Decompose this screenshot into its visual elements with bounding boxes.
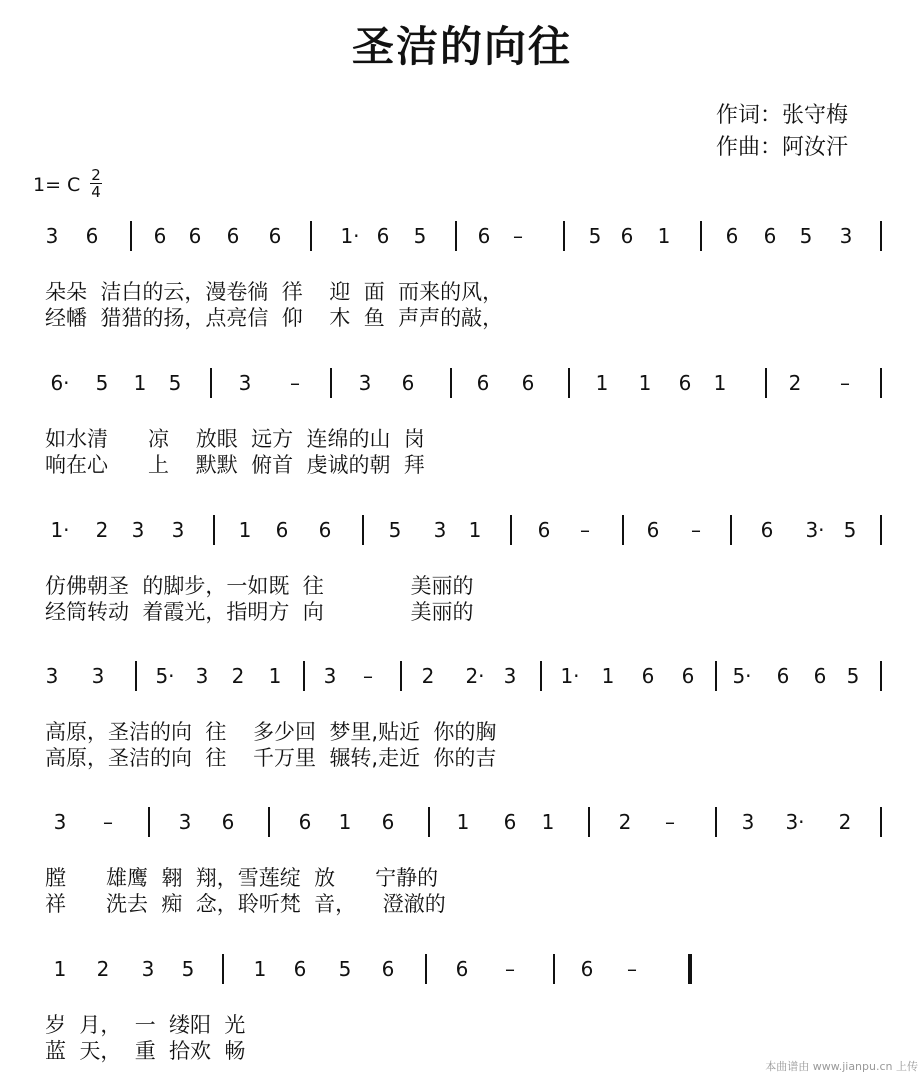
note: 1: [595, 371, 609, 395]
song-title: 圣洁的向往: [351, 22, 572, 71]
lyric-line-1: 朵朵 洁白的云，漫卷徜 徉 迎 面 而来的风，: [45, 280, 504, 304]
barline: [455, 221, 457, 251]
note: 3: [433, 518, 447, 542]
note: 5: [181, 957, 195, 981]
note: 6: [620, 224, 634, 248]
lyric-line-2: 经幡 猎猎的扬，点亮信 仰 木 鱼 声声的敲，: [45, 306, 504, 330]
barline: [450, 368, 452, 398]
note: 1: [638, 371, 652, 395]
note: 3: [503, 664, 517, 688]
note: 1: [468, 518, 482, 542]
barline: [765, 368, 767, 398]
barline: [135, 661, 137, 691]
note: 1: [253, 957, 267, 981]
barline: [880, 661, 882, 691]
note: 2: [618, 810, 632, 834]
note: 6: [580, 957, 594, 981]
note: 6: [455, 957, 469, 981]
note: 6: [776, 664, 790, 688]
barline: [148, 807, 150, 837]
note: 5: [168, 371, 182, 395]
lyric-line-1: 高原，圣洁的向 往 多少回 梦里,贴近 你的胸: [45, 720, 497, 744]
key-signature: 1= C: [33, 174, 81, 196]
note: –: [840, 371, 850, 395]
note: 2: [231, 664, 245, 688]
barline: [880, 221, 882, 251]
note: 3: [53, 810, 67, 834]
note: 2: [96, 957, 110, 981]
note: 3: [141, 957, 155, 981]
note: 2: [95, 518, 109, 542]
barline: [880, 807, 882, 837]
lyric-line-2: 高原，圣洁的向 往 千万里 辗转,走近 你的吉: [45, 746, 497, 770]
lyric-line-1: 岁 月， 一 缕阳 光: [45, 1013, 246, 1037]
note: 6: [221, 810, 235, 834]
note: 6: [681, 664, 695, 688]
note: 6: [537, 518, 551, 542]
barline: [880, 515, 882, 545]
note: 3: [45, 224, 59, 248]
note: 6: [401, 371, 415, 395]
note: 6: [477, 224, 491, 248]
note: –: [513, 224, 523, 248]
barline: [540, 661, 542, 691]
note: –: [665, 810, 675, 834]
note: 3: [178, 810, 192, 834]
note: 6: [226, 224, 240, 248]
note: 6: [381, 957, 395, 981]
note: 2: [788, 371, 802, 395]
time-numerator: 2: [91, 166, 101, 184]
note: 1·: [560, 664, 580, 688]
barline: [568, 368, 570, 398]
time-denominator: 4: [91, 183, 101, 201]
note: 6: [275, 518, 289, 542]
barline: [268, 807, 270, 837]
note: 1·: [340, 224, 360, 248]
note: 2: [838, 810, 852, 834]
lyricist-credit: 作词：张守梅: [716, 103, 849, 128]
note: 6: [476, 371, 490, 395]
note: 6: [760, 518, 774, 542]
note: 6: [646, 518, 660, 542]
barline: [213, 515, 215, 545]
lyric-line-2: 经筒转动 着霞光，指明方 向 美丽的: [45, 600, 474, 624]
note: 3: [358, 371, 372, 395]
barline: [310, 221, 312, 251]
note: 6: [678, 371, 692, 395]
note: 5: [388, 518, 402, 542]
barline: [222, 954, 224, 984]
note: 1: [601, 664, 615, 688]
note: –: [290, 371, 300, 395]
note: 3: [171, 518, 185, 542]
note: –: [505, 957, 515, 981]
lyric-line-1: 仿佛朝圣 的脚步，一如既 往 美丽的: [45, 574, 474, 598]
note: 3: [91, 664, 105, 688]
note: 5: [799, 224, 813, 248]
barline: [330, 368, 332, 398]
note: 3: [323, 664, 337, 688]
barline: [622, 515, 624, 545]
note: 6: [376, 224, 390, 248]
note: 6: [381, 810, 395, 834]
note: 1: [456, 810, 470, 834]
note: 6: [813, 664, 827, 688]
time-signature: [90, 168, 102, 199]
note: 1·: [50, 518, 70, 542]
lyric-line-2: 蓝 天， 重 拾欢 畅: [45, 1039, 246, 1063]
note: 6: [293, 957, 307, 981]
note: 6: [188, 224, 202, 248]
note: 3: [741, 810, 755, 834]
barline: [715, 807, 717, 837]
barline: [400, 661, 402, 691]
note: 3: [839, 224, 853, 248]
note: 1: [713, 371, 727, 395]
lyric-line-1: 如水清 凉 放眼 远方 连绵的山 岗: [45, 427, 425, 451]
lyric-line-2: 响在心 上 默默 俯首 虔诚的朝 拜: [45, 453, 425, 477]
note: 5: [843, 518, 857, 542]
barline: [362, 515, 364, 545]
note: 3: [195, 664, 209, 688]
note: 1: [53, 957, 67, 981]
barline: [428, 807, 430, 837]
note: –: [691, 518, 701, 542]
note: 6: [521, 371, 535, 395]
note: 2: [421, 664, 435, 688]
note: 6: [298, 810, 312, 834]
composer-credit: 作曲：阿汝汗: [716, 135, 849, 160]
barline: [715, 661, 717, 691]
note: –: [627, 957, 637, 981]
note: 3: [238, 371, 252, 395]
note: 3: [131, 518, 145, 542]
note: 6: [318, 518, 332, 542]
note: 6: [268, 224, 282, 248]
barline: [303, 661, 305, 691]
note: 5: [846, 664, 860, 688]
barline: [700, 221, 702, 251]
barline: [588, 807, 590, 837]
barline: [210, 368, 212, 398]
barline: [563, 221, 565, 251]
barline: [425, 954, 427, 984]
note: 1: [657, 224, 671, 248]
barline: [880, 368, 882, 398]
note: 6: [725, 224, 739, 248]
note: 5: [413, 224, 427, 248]
note: –: [580, 518, 590, 542]
note: 6: [503, 810, 517, 834]
note: 2·: [465, 664, 485, 688]
note: 5: [588, 224, 602, 248]
note: 3·: [805, 518, 825, 542]
note: 5: [95, 371, 109, 395]
note: –: [363, 664, 373, 688]
lyric-line-1: 膛 雄鹰 翱 翔，雪莲绽 放 宁静的: [45, 866, 439, 890]
note: 1: [133, 371, 147, 395]
watermark: 本曲谱由 www.jianpu.cn 上传: [765, 1060, 918, 1073]
note: 1: [338, 810, 352, 834]
note: 6: [763, 224, 777, 248]
note: 1: [541, 810, 555, 834]
note: 6: [85, 224, 99, 248]
note: 6: [153, 224, 167, 248]
note: 6·: [50, 371, 70, 395]
note: 1: [268, 664, 282, 688]
barline: [730, 515, 732, 545]
note: 6: [641, 664, 655, 688]
barline: [553, 954, 555, 984]
note: 3: [45, 664, 59, 688]
note: –: [103, 810, 113, 834]
note: 5: [338, 957, 352, 981]
barline: [510, 515, 512, 545]
note: 5·: [155, 664, 175, 688]
barline: [130, 221, 132, 251]
note: 3·: [785, 810, 805, 834]
note: 1: [238, 518, 252, 542]
lyric-line-2: 祥 洗去 痴 念，聆听梵 音， 澄澈的: [45, 892, 446, 916]
final-barline: [688, 954, 692, 984]
note: 5·: [732, 664, 752, 688]
